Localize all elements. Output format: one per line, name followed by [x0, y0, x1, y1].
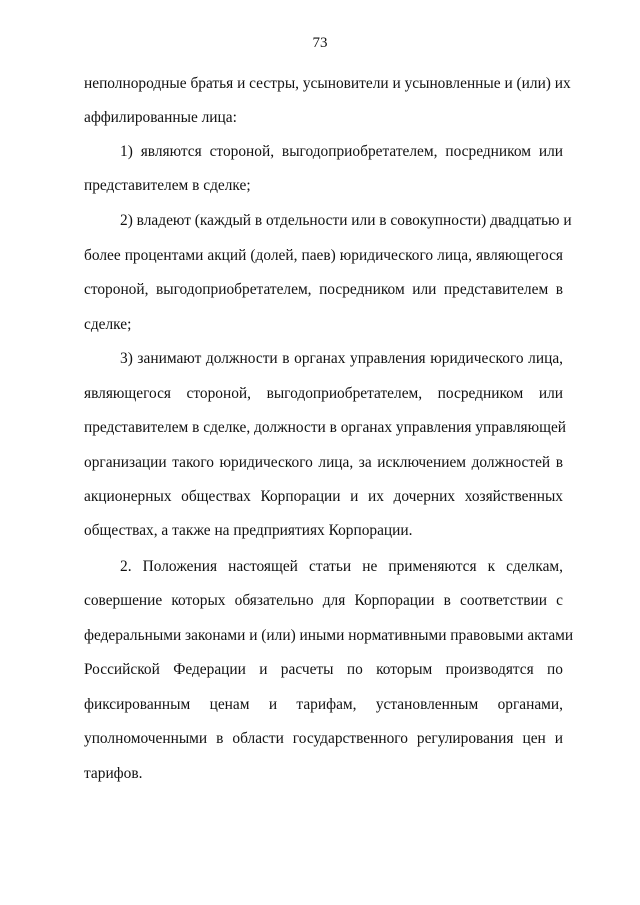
paragraph-2-line: Российской Федерации и расчеты по которым производятся по [84, 661, 563, 678]
list-item-2-line: стороной, выгодоприобретателем, посредником или представителем в [84, 281, 563, 298]
list-item-3-line: обществах, а также на предприятиях Корпорации. [84, 522, 413, 539]
text-line: неполнородные братья и сестры, усыновители и усыновленные и (или) их [84, 75, 571, 92]
list-item-2-line: сделке; [84, 316, 132, 333]
paragraph-2-line: фиксированным ценам и тарифам, установленным органами, [84, 696, 563, 713]
paragraph-2-line: тарифов. [84, 765, 143, 782]
list-item-2-line: 2) владеют (каждый в отдельности или в совокупности) двадцатью и [120, 212, 572, 229]
list-item-3-line: являющегося стороной, выгодоприобретателем, посредником или [84, 385, 563, 402]
list-item-3-line: организации такого юридического лица, за исключением должностей в [84, 454, 563, 471]
list-item-2-line: более процентами акций (долей, паев) юридического лица, являющегося [84, 247, 563, 264]
list-item-3-line: представителем в сделке, должности в органах управления управляющей [84, 419, 567, 436]
paragraph-2-line: 2. Положения настоящей статьи не применяются к сделкам, [120, 558, 563, 575]
list-item-3-line: акционерных обществах Корпорации и их дочерних хозяйственных [84, 488, 563, 505]
paragraph-2-line: совершение которых обязательно для Корпорации в соответствии с [84, 592, 563, 609]
list-item-1-line: представителем в сделке; [84, 177, 251, 194]
text-line: аффилированные лица: [84, 109, 237, 126]
paragraph-2-line: уполномоченными в области государственного регулирования цен и [84, 730, 563, 747]
list-item-1-line: 1) являются стороной, выгодоприобретателем, посредником или [120, 143, 563, 160]
paragraph-2-line: федеральными законами и (или) иными нормативными правовыми актами [84, 627, 574, 644]
page-number: 73 [312, 35, 328, 51]
list-item-3-line: 3) занимают должности в органах управления юридического лица, [120, 350, 563, 367]
